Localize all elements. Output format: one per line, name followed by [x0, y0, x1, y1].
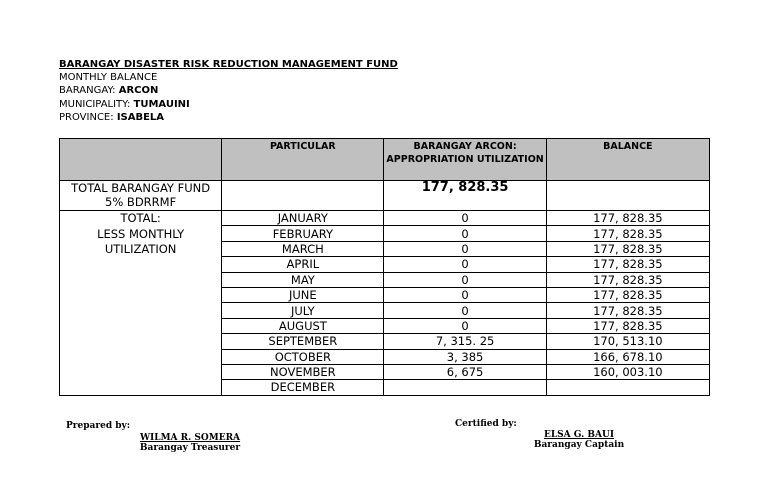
fund-table — [59, 138, 710, 396]
less-utilization-label-line: LESS MONTHLY — [97, 226, 185, 241]
total-fund-amount: 177, 828.35 — [384, 181, 546, 211]
header-particular: PARTICULAR — [222, 139, 384, 181]
month-cell: FEBRUARY — [222, 226, 384, 241]
month-cell: JULY — [222, 303, 384, 318]
barangay-line — [59, 84, 398, 97]
municipality-line — [59, 98, 398, 111]
balance-cell: 177, 828.35 — [546, 241, 709, 256]
month-cell: NOVEMBER — [222, 364, 384, 379]
balance-cell: 177, 828.35 — [546, 318, 709, 333]
certified-by-label: Certified by: — [455, 419, 517, 429]
utilization-cell: 0 — [384, 211, 546, 226]
balance-cell: 177, 828.35 — [546, 226, 709, 241]
total-fund-label-line1: TOTAL BARANGAY FUND — [71, 181, 211, 195]
month-cell: MAY — [222, 272, 384, 287]
province-line — [59, 111, 398, 124]
balance-cell: 160, 003.10 — [546, 364, 709, 379]
balance-cell: 177, 828.35 — [546, 272, 709, 287]
prepared-by-name: WILMA R. SOMERA — [139, 433, 241, 443]
utilization-cell: 0 — [384, 287, 546, 302]
municipality-value: TUMAUINI — [133, 98, 190, 110]
total-fund-particular — [222, 181, 384, 211]
balance-cell: 170, 513.10 — [546, 334, 709, 349]
month-cell: APRIL — [222, 257, 384, 272]
certified-by-name: ELSA G. BAUI — [543, 430, 615, 440]
utilization-cell: 0 — [384, 241, 546, 256]
total-fund-balance — [546, 181, 709, 211]
utilization-cell: 3, 385 — [384, 349, 546, 364]
utilization-cell: 0 — [384, 303, 546, 318]
total-fund-label — [60, 181, 222, 211]
less-utilization-label-line: UTILIZATION — [104, 242, 177, 256]
document-subtitle: MONTHLY BALANCE — [59, 72, 158, 84]
header-blank — [60, 139, 222, 181]
month-cell: SEPTEMBER — [222, 334, 384, 349]
certified-by-block — [519, 430, 639, 450]
prepared-by-block — [130, 433, 250, 453]
header-balance: BALANCE — [546, 139, 709, 181]
less-utilization-label — [60, 211, 222, 396]
month-cell: OCTOBER — [222, 349, 384, 364]
prepared-by-title: Barangay Treasurer — [139, 443, 241, 453]
table-header-row — [60, 139, 710, 181]
utilization-cell — [384, 380, 546, 395]
prepared-by-label: Prepared by: — [66, 421, 131, 431]
balance-cell — [546, 380, 709, 395]
municipality-label: MUNICIPALITY: — [59, 98, 131, 110]
month-cell: DECEMBER — [222, 380, 384, 395]
balance-cell: 177, 828.35 — [546, 257, 709, 272]
table-row — [60, 211, 710, 226]
month-cell: JANUARY — [222, 211, 384, 226]
barangay-value: ARCON — [118, 85, 159, 97]
month-cell: AUGUST — [222, 318, 384, 333]
utilization-cell: 0 — [384, 318, 546, 333]
total-fund-row — [60, 181, 710, 211]
document-header — [59, 58, 398, 124]
total-fund-label-line2: 5% BDRRMF — [105, 195, 177, 209]
header-utilization: BARANGAY ARCON: APPROPRIATION UTILIZATION — [384, 139, 546, 181]
document-title: BARANGAY DISASTER RISK REDUCTION MANAGEMENT FUND — [59, 59, 398, 70]
month-cell: JUNE — [222, 287, 384, 302]
barangay-label: BARANGAY: — [59, 85, 116, 97]
balance-cell: 177, 828.35 — [546, 211, 709, 226]
utilization-cell: 6, 675 — [384, 364, 546, 379]
balance-cell: 177, 828.35 — [546, 303, 709, 318]
utilization-cell: 7, 315. 25 — [384, 334, 546, 349]
less-utilization-label-line: TOTAL: — [120, 211, 161, 225]
utilization-cell: 0 — [384, 226, 546, 241]
balance-cell: 177, 828.35 — [546, 287, 709, 302]
month-cell: MARCH — [222, 241, 384, 256]
balance-cell: 166, 678.10 — [546, 349, 709, 364]
province-label: PROVINCE: — [59, 111, 114, 123]
certified-by-title: Barangay Captain — [533, 440, 625, 450]
utilization-cell: 0 — [384, 257, 546, 272]
province-value: ISABELA — [116, 111, 165, 123]
utilization-cell: 0 — [384, 272, 546, 287]
